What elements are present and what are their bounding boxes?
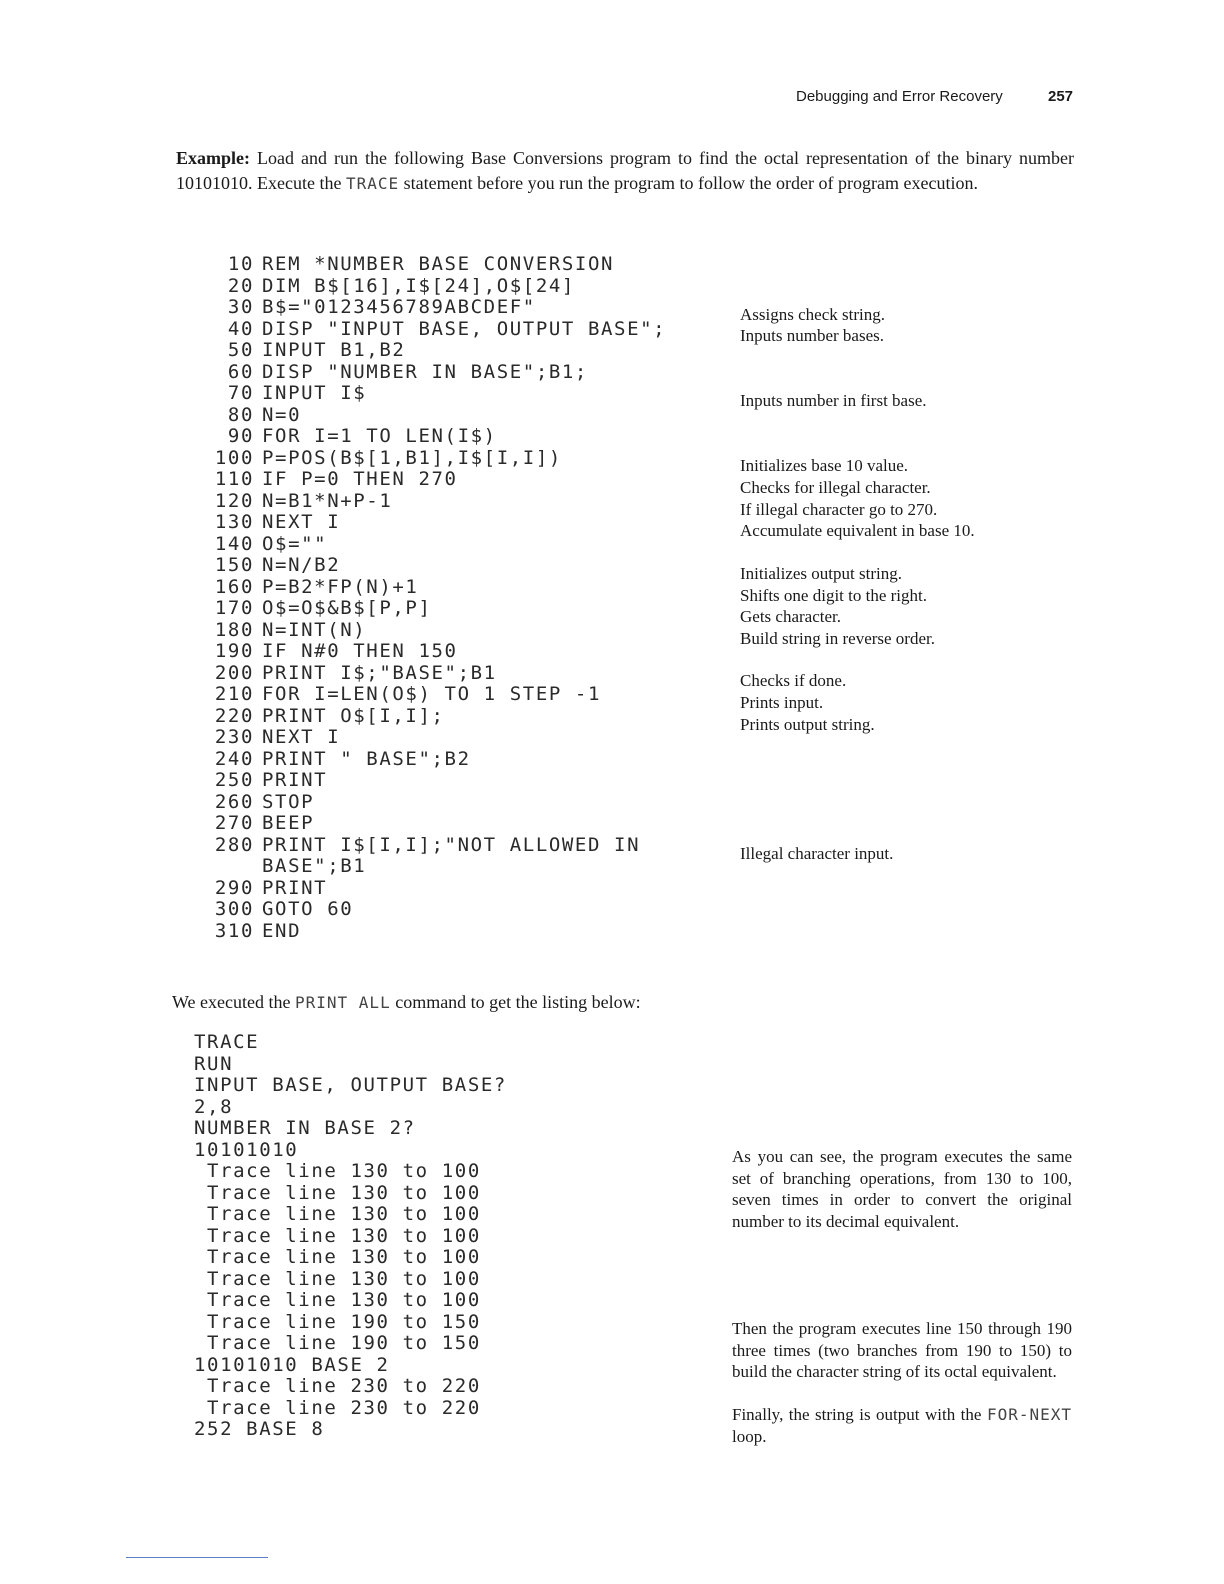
line-number: 30 [227, 296, 254, 318]
line-number: 120 [214, 489, 254, 512]
code-line [196, 663, 716, 685]
statement: DIM B$[16],I$[24],O$[24] [262, 274, 575, 297]
statement: PRINT [262, 769, 328, 791]
statement: P=B2*FP(N)+1 [262, 575, 419, 598]
line-number: 230 [214, 726, 254, 748]
trace-output-line: 252 BASE 8 [194, 1418, 325, 1440]
program-note: Prints output string. [740, 715, 875, 734]
listing-intro [172, 990, 872, 1015]
statement: BEEP [262, 812, 315, 834]
program-note: Shifts one digit to the right. [740, 586, 927, 605]
statement: IF N#0 THEN 150 [262, 640, 458, 662]
code-line [196, 706, 716, 728]
code-line [196, 448, 716, 470]
statement: O$="" [262, 532, 328, 555]
line-number: 250 [214, 769, 254, 791]
program-note: Checks for illegal character. [740, 478, 931, 497]
program-note: Build string in reverse order. [740, 629, 935, 648]
statement: NEXT I [262, 726, 341, 748]
statement: N=INT(N) [262, 618, 367, 641]
example-label: Example: [176, 148, 250, 168]
line-number: 190 [214, 640, 254, 662]
trace-output-line: Trace line 130 to 100 [194, 1160, 481, 1182]
code-line [196, 620, 716, 642]
code-line [196, 749, 716, 771]
code-line [196, 319, 716, 341]
trace-output-line: Trace line 130 to 100 [194, 1181, 481, 1204]
line-number: 220 [214, 704, 254, 727]
statement: INPUT I$ [262, 382, 367, 404]
code-line [196, 899, 716, 921]
line-number: 160 [214, 575, 254, 598]
code-line [196, 383, 716, 405]
line-number: 110 [214, 468, 254, 490]
program-note: Assigns check string. [740, 305, 885, 324]
trace-output-line: Trace line 190 to 150 [194, 1310, 481, 1333]
code-line [196, 340, 716, 362]
statement: PRINT I$[I,I];"NOT ALLOWED IN BASE";B1 [262, 833, 654, 877]
line-number: 280 [214, 833, 254, 856]
statement: PRINT [262, 876, 328, 899]
statement: FOR I=LEN(O$) TO 1 STEP -1 [262, 683, 602, 705]
program-note: Checks if done. [740, 671, 847, 690]
line-number: 80 [227, 403, 254, 426]
trace-output-line: 2,8 [194, 1095, 234, 1118]
trace-output-line: Trace line 230 to 220 [194, 1375, 481, 1397]
program-note: If illegal character go to 270. [740, 500, 938, 519]
statement: INPUT B1,B2 [262, 339, 406, 361]
footer-rule [126, 1557, 268, 1558]
line-number: 50 [227, 339, 254, 361]
line-number: 180 [214, 618, 254, 641]
trace-note-third-before: Finally, the string is output with the [732, 1405, 987, 1424]
program-note: Accumulate equivalent in base 10. [740, 521, 975, 540]
code-line [196, 684, 716, 706]
intro-text-before: Load and run the following Base Conversions program to find the octal representation of the binary number 10101010. Execute the [176, 148, 1074, 193]
line-number: 210 [214, 683, 254, 705]
line-number: 40 [227, 317, 254, 340]
statement: GOTO 60 [262, 898, 354, 920]
trace-note-first: As you can see, the program executes the same set of branching operations, from 130 to 100, seven times in order to convert the original number to its decimal equivalent. [732, 1147, 1072, 1231]
code-line [196, 641, 716, 663]
code-line [196, 921, 716, 943]
statement: PRINT I$;"BASE";B1 [262, 661, 497, 684]
line-number: 10 [227, 253, 254, 275]
statement: P=POS(B$[1,B1],I$[I,I]) [262, 446, 562, 469]
code-line [196, 362, 716, 384]
page-number: 257 [1048, 88, 1074, 105]
statement: B$="0123456789ABCDEF" [262, 296, 536, 318]
line-number: 90 [227, 425, 254, 447]
intro-paragraph [176, 146, 1074, 196]
line-number: 20 [227, 274, 254, 297]
trace-listing [194, 1032, 694, 1441]
code-line [196, 491, 716, 513]
trace-output-line: Trace line 130 to 100 [194, 1289, 481, 1311]
trace-output-line: Trace line 130 to 100 [194, 1203, 481, 1225]
line-number: 170 [214, 597, 254, 619]
program-note: Inputs number bases. [740, 326, 885, 345]
code-line [196, 276, 716, 298]
statement: END [262, 919, 302, 942]
running-title: Debugging and Error Recovery [796, 88, 1003, 105]
line-number: 100 [214, 446, 254, 469]
code-line [196, 727, 716, 749]
line-number: 200 [214, 661, 254, 684]
line-number: 150 [214, 554, 254, 576]
trace-output-line: NUMBER IN BASE 2? [194, 1117, 416, 1139]
line-number: 310 [214, 919, 254, 942]
trace-note-third [732, 1404, 1072, 1447]
statement: NEXT I [262, 511, 341, 533]
code-line [196, 577, 716, 599]
code-line [196, 813, 716, 835]
trace-output-line: Trace line 130 to 100 [194, 1267, 481, 1290]
trace-output-line: TRACE [194, 1031, 260, 1053]
line-number: 270 [214, 812, 254, 834]
code-line [196, 835, 716, 878]
statement: PRINT O$[I,I]; [262, 704, 445, 727]
line-number: 130 [214, 511, 254, 533]
trace-output-line: 10101010 [194, 1138, 299, 1161]
line-number: 300 [214, 898, 254, 920]
print-all-keyword: PRINT ALL [295, 993, 391, 1012]
trace-output-line: Trace line 130 to 100 [194, 1246, 481, 1268]
code-line [196, 534, 716, 556]
trace-note-third-after: loop. [732, 1426, 767, 1446]
program-note: Initializes output string. [740, 564, 902, 583]
program-note: Gets character. [740, 607, 841, 626]
line-number: 60 [227, 360, 254, 383]
trace-output-line: INPUT BASE, OUTPUT BASE? [194, 1074, 507, 1096]
code-line [196, 512, 716, 534]
statement: IF P=0 THEN 270 [262, 468, 458, 490]
code-line [196, 297, 716, 319]
trace-output-line: Trace line 230 to 220 [194, 1396, 481, 1419]
statement: REM *NUMBER BASE CONVERSION [262, 253, 615, 275]
trace-keyword: TRACE [345, 174, 400, 193]
statement: O$=O$&B$[P,P] [262, 597, 432, 619]
line-number: 140 [214, 532, 254, 555]
statement: N=0 [262, 403, 302, 426]
code-line [196, 598, 716, 620]
intro-text-after: statement before you run the program to follow the order of program execution. [399, 173, 978, 193]
statement: DISP "NUMBER IN BASE";B1; [262, 360, 588, 383]
program-note: Initializes base 10 value. [740, 456, 909, 475]
code-line [196, 469, 716, 491]
code-line [196, 792, 716, 814]
statement: N=B1*N+P-1 [262, 489, 393, 512]
trace-output-line: RUN [194, 1052, 234, 1075]
page-header [780, 86, 1080, 108]
code-line [196, 405, 716, 427]
trace-note-second: Then the program executes line 150 through 190 three times (two branches from 190 to 150) to build the character string of its octal equivalent. [732, 1319, 1072, 1381]
program-note: Prints input. [740, 693, 824, 712]
statement: STOP [262, 790, 315, 813]
listing-intro-before: We executed the [172, 992, 295, 1012]
statement: DISP "INPUT BASE, OUTPUT BASE"; [262, 317, 667, 340]
statement: PRINT " BASE";B2 [262, 747, 471, 770]
trace-output-line: Trace line 190 to 150 [194, 1332, 481, 1354]
trace-output-line: Trace line 130 to 100 [194, 1224, 481, 1247]
statement: N=N/B2 [262, 554, 341, 576]
program-note: Illegal character input. [740, 844, 894, 863]
line-number: 70 [227, 382, 254, 404]
program-note: Inputs number in first base. [740, 391, 927, 410]
statement: FOR I=1 TO LEN(I$) [262, 425, 497, 447]
code-line [196, 878, 716, 900]
listing-intro-after: command to get the listing below: [390, 992, 641, 1012]
code-line [196, 555, 716, 577]
code-line [196, 254, 716, 276]
code-line [196, 426, 716, 448]
program-listing [196, 254, 716, 942]
code-line [196, 770, 716, 792]
line-number: 240 [214, 747, 254, 770]
line-number: 260 [214, 790, 254, 813]
for-next-keyword: FOR-NEXT [986, 1405, 1072, 1424]
line-number: 290 [214, 876, 254, 899]
trace-output-line: 10101010 BASE 2 [194, 1353, 390, 1376]
